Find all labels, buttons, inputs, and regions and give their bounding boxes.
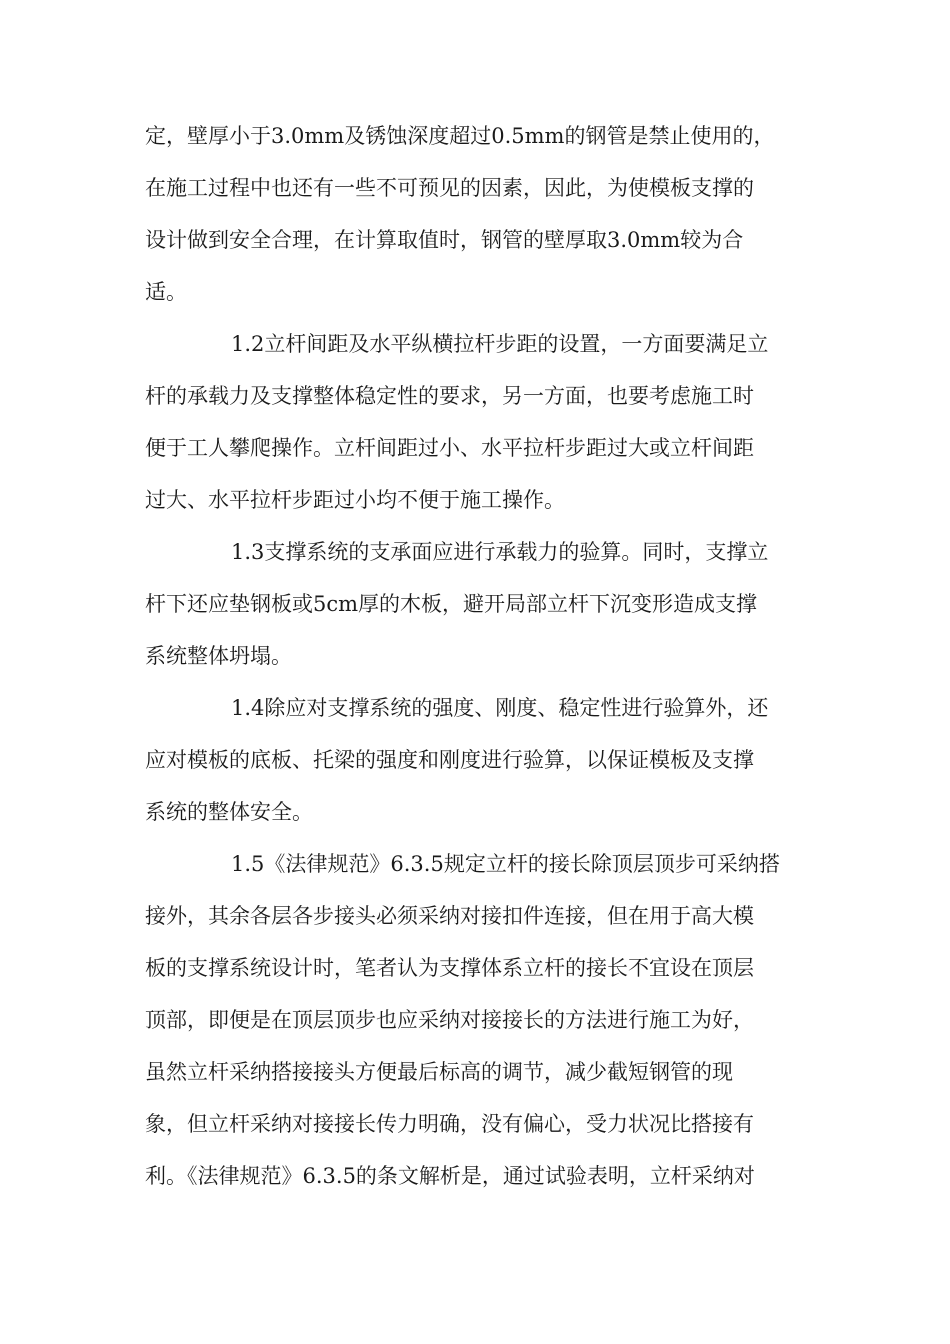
paragraph-1-2-first-line: 1.2立杆间距及水平纵横拉杆步距的设置，一方面要满足立 — [231, 332, 769, 356]
text-line-18: 顶部，即便是在顶层顶步也应采纳对接接长的方法进行施工为好， — [145, 1008, 754, 1032]
paragraph-1-5-first-line: 1.5《法律规范》6.3.5规定立杆的接长除顶层顶步可采纳搭 — [231, 852, 780, 876]
text-line-4: 适。 — [145, 280, 187, 304]
text-line-20: 象，但立杆采纳对接接长传力明确，没有偏心，受力状况比搭接有 — [145, 1112, 754, 1136]
text-line-13: 应对模板的底板、托梁的强度和刚度进行验算，以保证模板及支撑 — [145, 748, 754, 772]
text-line-2: 在施工过程中也还有一些不可预见的因素，因此，为使模板支撑的 — [145, 176, 754, 200]
text-line-14: 系统的整体安全。 — [145, 800, 313, 824]
text-line-7: 便于工人攀爬操作。立杆间距过小、水平拉杆步距过大或立杆间距 — [145, 436, 754, 460]
text-line-3: 设计做到安全合理，在计算取值时，钢管的壁厚取3.0mm较为合 — [145, 228, 744, 252]
text-line-1: 定，壁厚小于3.0mm及锈蚀深度超过0.5mm的钢管是禁止使用的， — [145, 124, 775, 148]
document-body — [145, 110, 810, 1202]
text-line-8: 过大、水平拉杆步距过小均不便于施工操作。 — [145, 488, 565, 512]
text-line-17: 板的支撑系统设计时，笔者认为支撑体系立杆的接长不宜设在顶层 — [145, 956, 754, 980]
text-line-19: 虽然立杆采纳搭接接头方便最后标高的调节，减少截短钢管的现 — [145, 1060, 733, 1084]
text-line-16: 接外，其余各层各步接头必须采纳对接扣件连接，但在用于高大模 — [145, 904, 754, 928]
text-line-21: 利。《法律规范》6.3.5的条文解析是，通过试验表明，立杆采纳对 — [145, 1164, 755, 1188]
paragraph-1-4-first-line: 1.4除应对支撑系统的强度、刚度、稳定性进行验算外，还 — [231, 696, 769, 720]
paragraph-1-3-first-line: 1.3支撑系统的支承面应进行承载力的验算。同时，支撑立 — [231, 540, 769, 564]
text-line-10: 杆下还应垫钢板或5cm厚的木板，避开局部立杆下沉变形造成支撑 — [145, 592, 758, 616]
text-line-11: 系统整体坍塌。 — [145, 644, 292, 668]
text-line-6: 杆的承载力及支撑整体稳定性的要求，另一方面，也要考虑施工时 — [145, 384, 754, 408]
